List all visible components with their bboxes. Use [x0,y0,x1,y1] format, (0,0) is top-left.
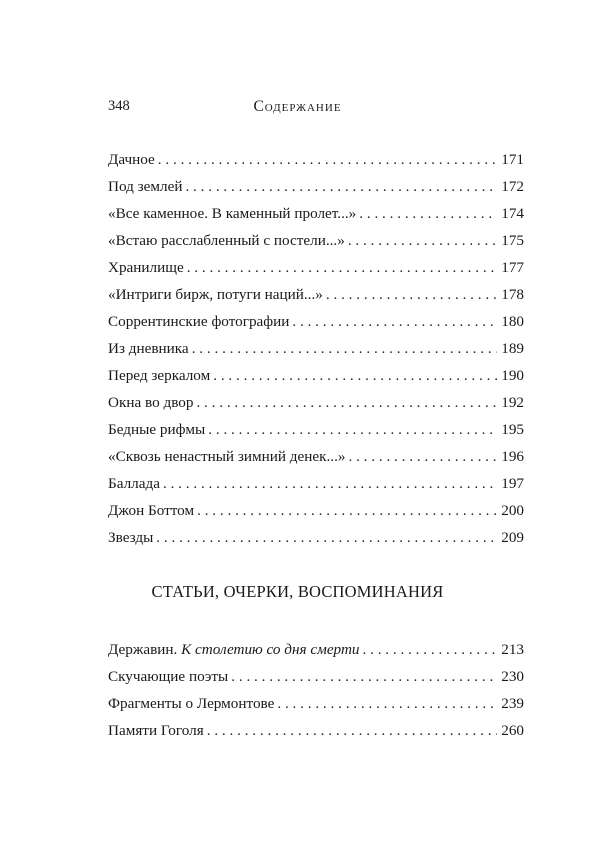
entry-title [108,335,189,362]
toc-list-poems [108,146,524,551]
entry-title [108,200,356,227]
toc-entry [108,690,524,717]
entry-title-text: Державин. [108,641,178,658]
entry-title [108,281,323,308]
dot-leader [208,416,497,443]
entry-title [108,308,289,335]
dot-leader [231,663,497,690]
toc-entry [108,254,524,281]
entry-title-text: Окна во двор [108,394,194,411]
toc-entry [108,335,524,362]
entry-title-text: Из дневника [108,340,189,357]
entry-page-number: 172 [501,178,524,195]
entry-title [108,663,228,690]
toc-entry [108,470,524,497]
entry-title-text: Джон Боттом [108,502,195,519]
toc-entry [108,389,524,416]
dot-leader [197,497,497,524]
entry-title [108,416,205,443]
entry-title-text: Под землей [108,178,183,195]
entry-page-number: 192 [501,394,524,411]
entry-title [108,146,155,173]
dot-leader [196,389,497,416]
toc-entry [108,443,524,470]
entry-page-number: 175 [501,232,524,249]
entry-title-text: Дачное [108,151,155,168]
entry-title-text: «Сквозь ненастный зимний денек...» [108,448,346,465]
dot-leader [192,335,498,362]
entry-page-number: 196 [501,448,524,465]
entry-title-text: Перед зеркалом [108,367,211,384]
toc-entry [108,173,524,200]
dot-leader [359,200,497,227]
entry-page-number: 230 [501,668,524,685]
dot-leader [158,146,497,173]
dot-leader [187,254,498,281]
dot-leader [156,524,497,551]
entry-title [108,443,345,470]
entry-title [108,497,194,524]
entry-page-number: 195 [501,421,524,438]
toc-entry [108,146,524,173]
entry-title-text: «Встаю расслабленный с постели...» [108,232,345,249]
entry-page-number: 260 [501,722,524,739]
entry-title [108,717,204,744]
toc-entry [108,416,524,443]
dot-leader [292,308,497,335]
entry-page-number: 209 [501,529,524,546]
entry-title-text: Памяти Гоголя [108,722,204,739]
entry-page-number: 189 [501,340,524,357]
entry-subtitle: К столетию со дня смерти [181,641,360,658]
entry-title [108,389,193,416]
toc-entry [108,200,524,227]
toc-entry [108,497,524,524]
entry-title [108,636,360,663]
dot-leader [163,470,497,497]
dot-leader [363,636,498,663]
toc-list-essays [108,636,524,744]
entry-page-number: 177 [501,259,524,276]
entry-title-text: Баллада [108,475,160,492]
entry-page-number: 213 [501,641,524,658]
entry-title [108,470,160,497]
entry-title [108,690,274,717]
entry-page-number: 178 [501,286,524,303]
dot-leader [213,362,497,389]
entry-title-text: Скучающие поэты [108,668,229,685]
entry-title-text: Хранилище [108,259,184,276]
entry-title [108,227,345,254]
dot-leader [277,690,497,717]
toc-entry [108,636,524,663]
entry-title [108,362,210,389]
entry-title-text: Фрагменты о Лермонтове [108,695,275,712]
entry-title-text: Бедные рифмы [108,421,206,438]
dot-leader [185,173,497,200]
entry-page-number: 197 [501,475,524,492]
entry-page-number: 174 [501,205,524,222]
entry-title [108,254,184,281]
dot-leader [207,717,498,744]
entry-title-text: Звезды [108,529,154,546]
entry-page-number: 200 [501,502,524,519]
entry-title [108,524,153,551]
toc-entry [108,663,524,690]
dot-leader [348,443,497,470]
entry-page-number: 180 [501,313,524,330]
entry-page-number: 190 [501,367,524,384]
toc-entry [108,524,524,551]
dot-leader [326,281,497,308]
toc-entry [108,281,524,308]
entry-page-number: 239 [501,695,524,712]
entry-title-text: «Все каменное. В каменный пролет...» [108,205,357,222]
running-head [108,98,487,118]
dot-leader [348,227,497,254]
page-number: 348 [108,98,130,114]
entry-page-number: 171 [501,151,524,168]
entry-title-text: «Интриги бирж, потуги наций...» [108,286,323,303]
running-title: Содержание [253,98,342,115]
toc-entry [108,362,524,389]
entry-title [108,173,182,200]
entry-title-text: Соррентинские фотографии [108,313,290,330]
section-heading: СТАТЬИ, ОЧЕРКИ, ВОСПОМИНАНИЯ [151,582,444,601]
toc-entry [108,227,524,254]
toc-entry [108,308,524,335]
toc-entry [108,717,524,744]
